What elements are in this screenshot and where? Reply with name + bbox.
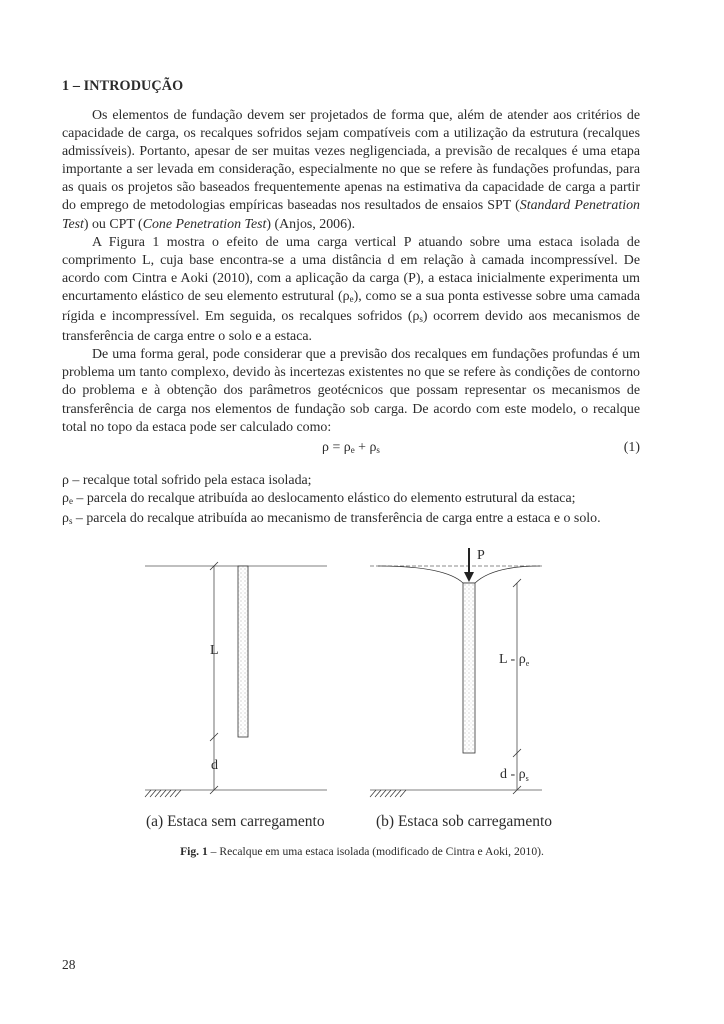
equation-sub-e: e: [350, 445, 355, 455]
section-heading: 1 – INTRODUÇÃO: [62, 78, 184, 94]
equation-sub-s: s: [376, 445, 380, 455]
label-d-rho: [500, 767, 529, 783]
symbol-rho: [62, 472, 640, 490]
diagram-a-unloaded: [145, 562, 327, 797]
hatch-b: [370, 790, 406, 797]
symbol-rho-s: [62, 510, 640, 530]
paragraph-2-text-3: ) ocorrem devido aos mecanismos de transferência de carga entre o solo e a estaca.: [62, 309, 640, 345]
symbol-list: [62, 472, 640, 531]
label-L-rho-text: L - ρ: [499, 652, 526, 667]
subcaption-a: (a) Estaca sem carregamento: [146, 813, 325, 830]
figure-caption-label: Fig. 1: [180, 845, 208, 858]
rho-s-subscript: s: [419, 314, 423, 325]
symbol-glyph: ρ: [62, 473, 69, 488]
equation-lhs: ρ = ρ: [322, 440, 351, 455]
symbol-glyph: ρ: [62, 511, 69, 527]
label-d-rho-text: d - ρ: [500, 767, 526, 782]
paragraph-2-text-2: ), como se a sua ponta estivesse sobre uma camada rígida e incompressível. Em seguida, os recalques sofridos (ρ: [62, 288, 640, 325]
equation-number: (1): [623, 440, 640, 455]
label-d-rho-subscript: s: [525, 774, 529, 783]
rho-e-subscript: e: [349, 293, 354, 304]
paragraph-1-end: ) (Anjos, 2006).: [266, 216, 356, 232]
symbol-description: – recalque total sofrido pela estaca isolada;: [68, 473, 312, 488]
pile-b: [463, 583, 475, 753]
symbol-subscript: e: [68, 496, 73, 507]
label-L-rho: [499, 652, 530, 668]
diagram-b-loaded: [370, 548, 542, 797]
hatch-a: [145, 790, 181, 797]
equation-expression: [62, 440, 640, 456]
figure-caption-text: – Recalque em uma estaca isolada (modificado de Cintra e Aoki, 2010).: [207, 845, 544, 858]
symbol-description: – parcela do recalque atribuída ao deslocamento elástico do elemento estrutural da estaca;: [72, 491, 576, 507]
label-L: L: [210, 643, 219, 658]
symbol-description: – parcela do recalque atribuída ao mecanismo de transferência de carga entre a estaca e o solo.: [72, 511, 601, 527]
figure-pile-settlement: [0, 540, 724, 830]
page-number: 28: [62, 957, 76, 972]
figure-caption: [0, 845, 724, 858]
equation-plus: + ρ: [354, 440, 377, 455]
paragraph-1: [62, 107, 640, 234]
paragraph-2-text-1: A Figura 1 mostra o efeito de uma carga vertical P atuando sobre uma estaca isolada de comprimento L, cuja base encontra-se a uma distância d em relação à camada incompressível. De acordo com Cintra e Aoki (2010), com a aplicação da carga (P), a estaca inicialmente experimenta um encurtamento elástico de seu elemento estrutural (ρ: [62, 234, 640, 304]
paragraph-1-mid: ) ou CPT (: [83, 216, 143, 232]
pile-a: [238, 566, 248, 737]
symbol-glyph: ρ: [62, 491, 69, 507]
paragraph-1-text: Os elementos de fundação devem ser projetados de forma que, além de atender aos critérios de capacidade de carga, os recalques sofridos sejam compatíveis com a utilização da estrutura (recalques admissíveis). Portanto, apesar de ser muitas vezes negligenciada, a previsão de recalques é uma etapa importante a ser levada em consideração, especialmente no que se refere às fundações profundas, para as quais os projetos são baseados frequentemente apenas na estimativa da capacidade de carga a partir do emprego de metodologias empíricas baseadas nos resultados de ensaios SPT (: [62, 108, 640, 214]
symbol-subscript: s: [68, 516, 73, 527]
symbol-rho-e: [62, 490, 640, 510]
load-arrow-head: [464, 572, 474, 582]
label-P: P: [477, 548, 485, 563]
spt-term: Standard Penetration Test: [62, 198, 640, 232]
settlement-curve-b: [378, 566, 540, 583]
paragraph-3: De uma forma geral, pode considerar que a previsão dos recalques em fundações profundas é um problema um tanto complexo, devido às incertezas existentes no que se refere às condições de contorno do problema e à obtenção dos parâmetros geotécnicos que possam representar os mecanismos de transferência de carga nos elementos de fundação sob carga. De acordo com este modelo, o recalque total no topo da estaca pode ser calculado como:: [62, 347, 640, 435]
label-d: d: [211, 758, 218, 773]
subcaption-b: (b) Estaca sob carregamento: [376, 813, 553, 830]
body-text: [62, 107, 640, 437]
cpt-term: Cone Penetration Test: [142, 216, 267, 232]
equation-1: [62, 440, 640, 460]
label-L-rho-subscript: e: [525, 659, 530, 668]
paragraph-2: [62, 234, 640, 347]
